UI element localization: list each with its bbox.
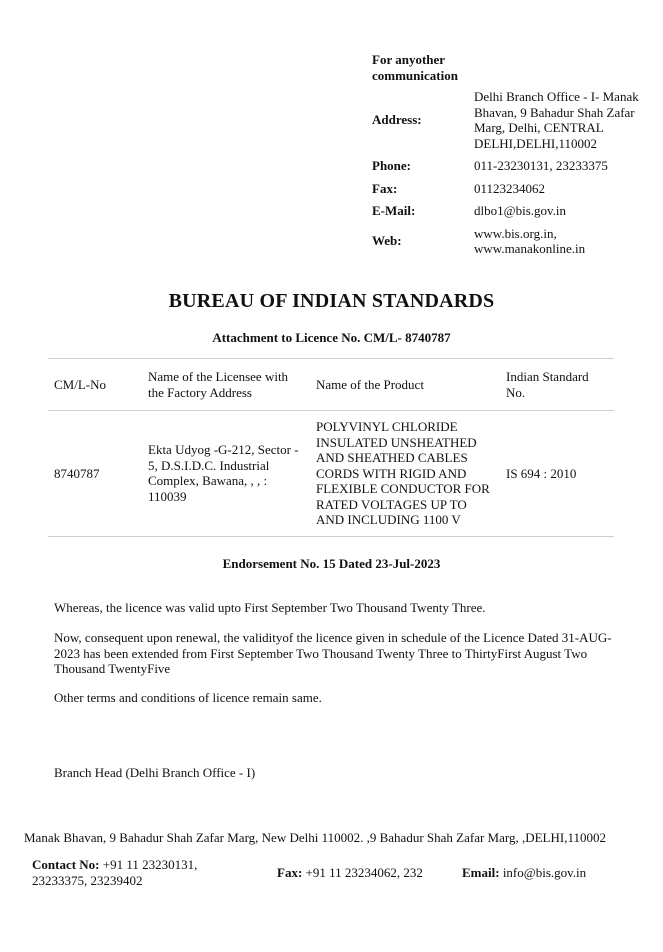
contact-heading: For anyother communication — [372, 52, 458, 83]
header-cml-no: CM/L-No — [48, 359, 142, 411]
address-value: Delhi Branch Office - I- Manak Bhavan, 9 Bahadur Shah Zafar Marg, Delhi, CENTRAL DELHI,DELHI,110002 — [474, 89, 639, 151]
footer-fax-label: Fax: — [277, 865, 303, 880]
email-label: E-Mail: — [372, 203, 416, 218]
document-title: BUREAU OF INDIAN STANDARDS — [168, 290, 495, 312]
licence-table — [48, 358, 614, 537]
contact-row-fax — [372, 181, 642, 197]
web-label: Web: — [372, 233, 402, 249]
footer-email-value: info@bis.gov.in — [502, 865, 587, 880]
header-standard: Indian Standard No. — [500, 359, 614, 411]
fax-value: 01123234062 — [474, 180, 546, 196]
footer-fax — [277, 865, 423, 881]
endorsement-heading: Endorsement No. 15 Dated 23-Jul-2023 — [222, 556, 441, 571]
table-row — [48, 411, 614, 537]
footer-contact — [32, 857, 232, 888]
contact-row-email — [372, 203, 642, 219]
phone-value: 011-23230131, 23233375 — [474, 158, 608, 173]
header-licensee: Name of the Licensee with the Factory Address — [142, 359, 310, 411]
footer-contact-value: +91 11 23230131, 23233375, 23239402 — [32, 857, 198, 888]
phone-label: Phone: — [372, 158, 411, 173]
paragraph-terms: Other terms and conditions of licence remain same. — [54, 690, 322, 705]
cell-licensee: Ekta Udyog -G-212, Sector - 5, D.S.I.D.C. Industrial Complex, Bawana, , , : 110039 — [142, 411, 310, 537]
table-header-row — [48, 359, 614, 411]
header-product: Name of the Product — [310, 359, 500, 411]
footer-email-label: Email: — [462, 865, 500, 880]
contact-info-block — [372, 52, 642, 264]
fax-label: Fax: — [372, 180, 398, 196]
footer-contact-label: Contact No: — [32, 857, 100, 872]
contact-row-web — [372, 226, 642, 257]
footer-address: Manak Bhavan, 9 Bahadur Shah Zafar Marg, New Delhi 110002. ,9 Bahadur Shah Zafar Marg, ,DELHI,110002 — [24, 830, 606, 845]
paragraph-renewal: Now, consequent upon renewal, the validityof the licence given in schedule of the Licence Dated 31-AUG-2023 has been extended from First September Two Thousand Twenty Three to ThirtyFirst August Two Thousand TwentyFive — [54, 630, 612, 676]
contact-row-phone — [372, 158, 642, 174]
cell-product: POLYVINYL CHLORIDE INSULATED UNSHEATHED AND SHEATHED CABLES CORDS WITH RIGID AND FLEXIBLE CONDUCTOR FOR RATED VOLTAGES UP TO AND INCLUDING 1100 V — [310, 411, 500, 537]
footer-fax-value: +91 11 23234062, 232 — [305, 865, 423, 880]
email-value: dlbo1@bis.gov.in — [474, 203, 567, 218]
paragraph-validity: Whereas, the licence was valid upto First September Two Thousand Twenty Three. — [54, 600, 486, 615]
contact-row-address — [372, 89, 642, 151]
web-value: www.bis.org.in, www.manakonline.in — [474, 225, 586, 256]
cell-standard: IS 694 : 2010 — [500, 411, 614, 537]
cell-cml-no: 8740787 — [48, 411, 142, 537]
address-label: Address: — [372, 112, 422, 128]
footer-email — [462, 865, 586, 881]
signature-line: Branch Head (Delhi Branch Office - I) — [54, 765, 256, 780]
attachment-subtitle: Attachment to Licence No. CM/L- 8740787 — [212, 330, 451, 345]
